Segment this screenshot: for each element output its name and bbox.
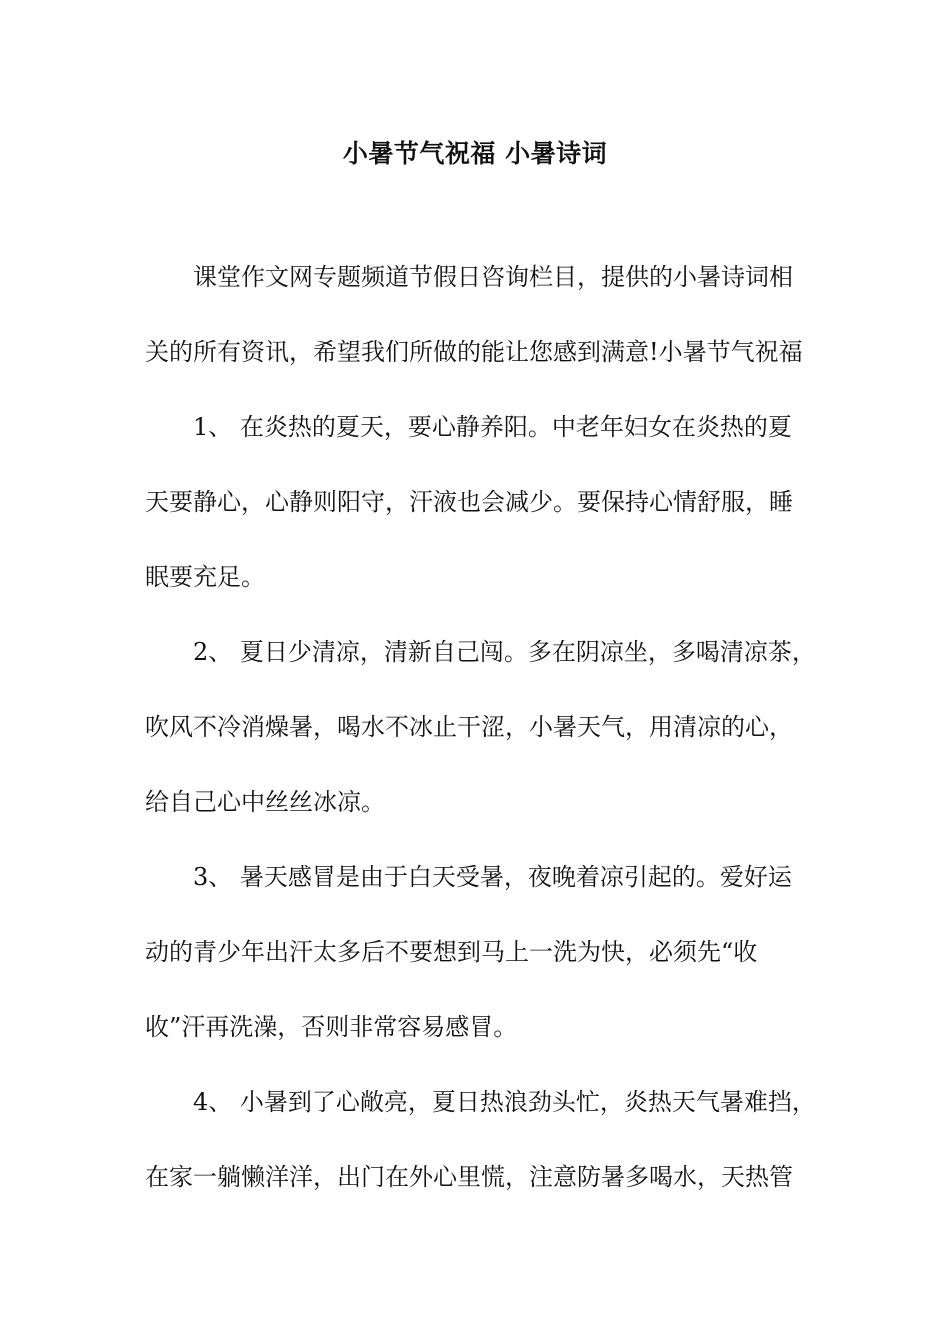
list-item-4-line: 4、 小暑到了心敞亮，夏日热浪劲头忙，炎热天气暑难挡，	[193, 1088, 816, 1116]
list-item-2-line: 2、 夏日少清凉，清新自己闯。多在阴凉坐，多喝清凉茶，	[193, 638, 816, 666]
list-item-3-line: 3、 暑天感冒是由于白天受暑，夜晚着凉引起的。爱好运	[193, 863, 792, 891]
list-item-1-line: 1、 在炎热的夏天，要心静养阳。中老年妇女在炎热的夏	[193, 413, 792, 441]
document-title: 小暑节气祝福 小暑诗词	[342, 139, 608, 168]
list-item-3-line: 收”汗再洗澡，否则非常容易感冒。	[145, 1013, 518, 1041]
list-item-1-line: 眠要充足。	[145, 563, 265, 591]
list-item-3-line: 动的青少年出汗太多后不要想到马上一洗为快，必须先“收	[145, 938, 758, 966]
paragraph-line: 关的所有资讯，希望我们所做的能让您感到满意!小暑节气祝福	[145, 338, 803, 366]
list-item-4-line: 在家一躺懒洋洋，出门在外心里慌，注意防暑多喝水，天热管	[145, 1163, 793, 1191]
list-item-1-line: 天要静心，心静则阳守，汗液也会减少。要保持心情舒服，睡	[145, 488, 793, 516]
paragraph-line: 课堂作文网专题频道节假日咨询栏目，提供的小暑诗词相	[193, 263, 793, 291]
list-item-2-line: 给自己心中丝丝冰凉。	[145, 788, 385, 816]
list-item-2-line: 吹风不冷消燥暑，喝水不冰止干涩，小暑天气，用清凉的心，	[145, 713, 793, 741]
